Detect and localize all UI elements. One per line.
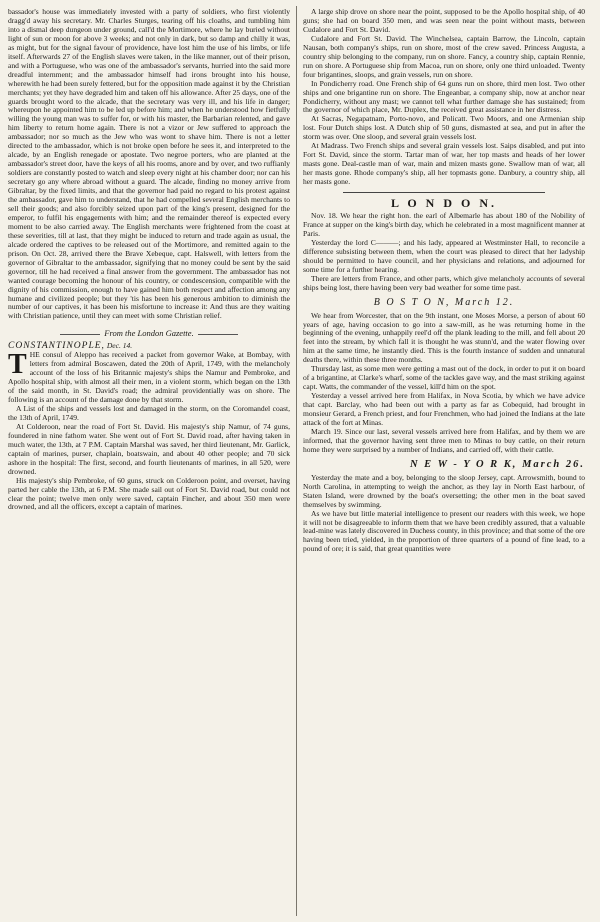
lead-mine-paragraph: As we have but little material intelligence to present our readers with this week, we hope it will not be disagreeable to inform them that we have been credibly assured, that a valuable lead-mine was lately discovered in Duchess county, in this province; and that some of the ore having been tried, yielded, in the proportion of three quarters of a pound of fine lead, to a pound of ore; it is said, that great quantities were [303,508,585,554]
left-column [8,8,290,914]
sacras-paragraph: At Sacras, Negapatnam, Porto-novo, and Policatt. Two Moors, and one Armenian ship lost. Four Dutch ships lost. A Dutch ship of 50 guns, dismasted at sea, and put in after the storm was over. One sloop, and several grain vessels lost. [303,114,585,142]
france-letters-paragraph: There are letters from France, and other parts, which give melancholy accounts of several ships being lost, there having been very bad weather for some time past. [303,273,585,292]
worcester-paragraph: We hear from Worcester, that on the 9th instant, one Moses Morse, a person of about 60 years of age, having occasion to go into a saw-mill, as he was returning home in the beginning of the evening, unhappily reel'd off the plank leading to the mill, and fell about 20 feet into the stream, by which fall it is thought he was stunn'd, and the water flowing over him at the same time, he instantly died. This is the fourth instance of sudden and unnatural deaths there, within these three months. [303,310,585,365]
halifax-paragraph: Yesterday a vessel arrived here from Halifax, in Nova Scotia, by which we have advice that capt. Barclay, who had been out with a party as far as Cobequid, had brought in monsieur Gerard, a French priest, and four Frenchmen, who had joined the Indians at the late attack of the fort at Minas. [303,391,585,427]
jersey-sloop-paragraph: Yesterday the mate and a boy, belonging to the sloop Jersey, capt. Arrowsmith, bound to North Carolina, in attempting to weigh the anchor, as they lay in North East harbour, of Staten Island, were drowned by the boat's oversetting; the other men in the boat saved themselves by swimming. [303,472,585,509]
cudalore-paragraph: Cudalore and Fort St. David. The Winchelsea, captain Barrow, the Lincoln, captain Nausan, both company's ships, run on shore, most of the crew saved. Princess Augusta, a country ship belonging to the company, run on shore. Fancy, a country ship, captain Rennie, run on shore. A Portuguese ship from Macoa, run on shore, only one third unloaded. Twenty four brigantines, sloops, and grain vessels, run on shore. [303,33,585,79]
article-ambassador-continued: bassador's house was immediately invested with a party of soldiers, who first violently dragg'd away his secretary. Mr. Charles Sturges, tearing off his cloaths, and tumbling him into a dismal deep dungeon under ground, call'd the Mortimore, where he lay buried without light of sun or moon for above 3 weeks; and not only in dark, but so damp and chilly it was, as might, but for the signal favour of providence, have lost him the use of his limbs, or life itself. Afterwards 27 of the English slaves were taken, in the like manner, out of their prison, and with a Portuguese, who was one of the ambassador's servants, hurried into the said more dreadful internment; and the ambassador himself had irons brought into his house, wherewith he had been surely fettered, but for the opposition made against it by the Christian merchants; yet they have degraded him and taken off his allowance. After 25 days, one of the guards brought word to the alcade, that the secretary was very ill, and his life in danger; whereupon he appointed him to be led up before him; and when he understood how fietfully willing the young man was to suffer for, or with his master, the Barbarian relented, and gave him liberty to return home again. There is not a vizor or Jew suffered to approach the ambassador; nor so much as the Jew who was wont to shave him. There is not a letter directed to the ambassador, which is not broke open before he sees it, and interpreted to the alcade, by an English renegade or apostate. Two negroe porters, who are planted at the ambassador's street door, have the keys of all his rooms, anore and by over, and two ruffianly soldiers are constantly posted to watch and sleep every night at his chamber door; nor can his secretary go any where abroad without a guard. The alcade, finding no money arrive from Gibraltar, by the fixed limits, and that the governor had paid no regard to his protest against the ambassador, gave him to understand, that he had compelled several English merchants to sell their goods; and also forcibly seized upon part of the king's present, designed for the emperor, to fulfil his engagements with him; and the remainder thereof is expected every moment to be also carried away. The English merchants were frightened from the coast at these severities, till at last, that they might be induced to return and trade again as usual, the alcade ordered the captives to be released out of the Mortimore, and remitted again to the prison. On Oct. 28, arrived there the Brave Xebeque, capt. Halswell, with letters from the governor of Gibraltar to the ambassador, signifying that no money could be sent by the said governor, till he had received a final answer from the government. The ambassador has not wanted courage becoming the honour of his country, or condescension, compatible with the dignity of his commission, enough to have gained him both respect and affection among any humane and civilized people; but they 'tis has been his generous ambition to diminish the number of our captives, it has been his misfortune to increase it: And thus are they waiting with Christian patience, until they can meet with some Christian relief. [8,8,290,321]
article-storm-intro [8,351,290,405]
storm-list-heading: A List of the ships and vessels lost and damaged in the storm, on the Coromandel coast, the 13th of April, 1749. [8,403,290,422]
minas-paragraph: March 19. Since our last, several vessels arrived here from Halifax, and by them we are informed, that the governor having sent three men to Minas to buy cattle, on their return home they were surprised by a number of Indians, and carried off, with their cattle. [303,426,585,454]
mast-paragraph: Thursday last, as some men were getting a mast out of the dock, in order to put it on board of a brigantine, at Clarke's wharf, some of the tackles gave way, and the mast striking against capt. Watts, the commander of the vessel, kill'd him on the spot. [303,364,585,392]
newyork-place: N E W - Y O R K, [409,458,518,470]
london-heading: L O N D O N. [390,196,497,211]
source-label: From the London Gazette. [104,328,194,339]
drop-cap: T [8,349,27,381]
apollo-paragraph: A large ship drove on shore near the point, supposed to be the Apollo hospital ship, of 40 guns; she had on board 350 men, and was seen near the point without masts, between Cudalore and Fort St. David. [303,8,585,34]
boston-date: March 12. [454,296,515,308]
right-column [303,8,585,914]
source-line [8,329,290,338]
albemarle-paragraph: Nov. 18. We hear the right hon. the earl of Albemarle has about 180 of the Nobility of France at supper on the king's birth day, which he celebrated in a most magnificent manner at Paris. [303,211,585,238]
storm-intro-text: HE consul of Aleppo has received a packet from governor Wake, at Bombay, with letters from admiral Boscawen, dated the 20th of April, 1749, with the melancholy account of the loss of his Britannic majesty's ships the Namur and Pembroke, and Apollo hospital ship, with almost all their men, in a violent storm, which began on the 13th of the said month, in St. David's road; the admiral providentially was on shore. The following is an account of the damage done by that storm. [8,350,290,405]
dateline-place: CONSTANTINOPLE, [8,341,105,352]
pondicherry-paragraph: In Pondicherry road. One French ship of 64 guns run on shore, third men lost. Two other ships and one brigantine run on shore. The Engeanbar, a company ship, now at anchor near Pondicherry, without any mast; we cannot tell what further damage she has sustained; from the governor of which place, Mr. Duplex, the received great assistance in her distress. [303,78,585,115]
madrass-paragraph: At Madrass. Two French ships and several grain vessels lost. Saips disabled, and put into Fort St. David, since the storm. Tartar man of war, her top masts and heads of her lower masts gone. Deal-castle man of war, main and mizen masts gone. Swallow man of war, all her masts gone. Rhode company's ship, all her topmasts gone. Danbury, a country ship, all her masts gone. [303,141,585,187]
westminster-paragraph: Yesterday the lord C———; and his lady, appeared at Westminster Hall, to reconcile a difference subsisting between them, when the court was pleased to direct that her ladyship should be permitted to have council, and her physicians and relations, and adjourned for some time for a further hearing. [303,237,585,274]
boston-place: B O S T O N, [373,296,451,308]
column-divider [296,6,297,916]
section-rule [343,192,545,193]
newyork-heading [303,458,585,470]
newyork-date: March 26. [522,458,585,470]
namur-paragraph: At Colderoon, near the road of Fort St. David. His majesty's ship Namur, of 74 guns, foundered in nine fathom water. She went out of Fort St. David road, after having taken in much water, the 13th, at 7 P.M. Captain Marshal was saved, her third lieutenant, Mr. Garlick, captain of marines, purser, chaplain, boatswain, and about 40 other people; and 70 sick ashore in the hospital: The first, second, and fourth lieutenants of marines, in all 520, were drowned. [8,421,290,476]
dateline-date: Dec. 14. [106,341,133,351]
boston-heading [303,296,585,308]
pembroke-paragraph: His majesty's ship Pembroke, of 60 guns, struck on Colderoon point, and overset, having parted her cable the 13th, at 6 P.M. She made sail out of Fort St. David road, but could not clear the point; twelve men only were saved, captain Fincher, and about 350 men were drowned, and all the officers, except a captain of marines. [8,475,290,512]
